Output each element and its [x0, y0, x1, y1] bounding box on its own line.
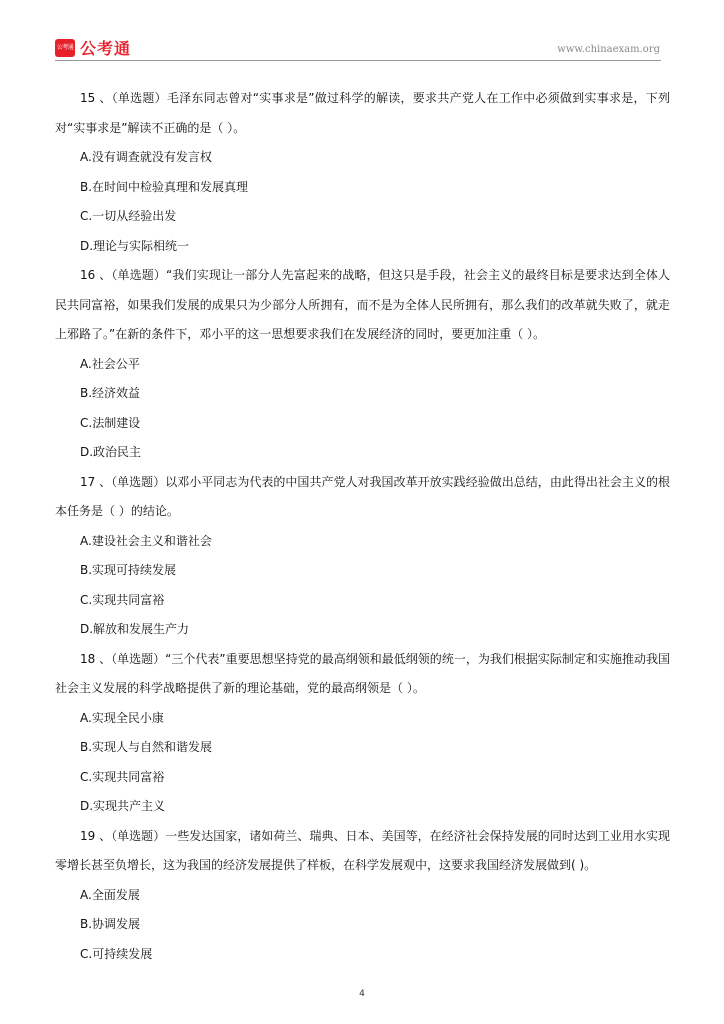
option-a: A.全面发展 [80, 887, 140, 902]
question-stem: 16 、（单选题）“我们实现让一部分人先富起来的战略，但这只是手段，社会主义的最终目标是要求达到全体人民共同富裕，如果我们发展的成果只为少部分人所拥有，而不是为全体人民所拥有，那么我们的改革就失败了，就走上邪路了。”在新的条件下，邓小平的这一思想要求我们在发展经济的同时，要更加注重（ ）。 [55, 268, 670, 341]
option-a: A.建设社会主义和谐社会 [80, 533, 212, 548]
page-number: 4 [359, 989, 365, 999]
option-d: D.理论与实际相统一 [80, 238, 190, 253]
question-16 [55, 261, 670, 468]
option-d: D.实现共产主义 [80, 799, 166, 813]
option-b: B.实现人与自然和谐发展 [80, 740, 213, 754]
page-header [55, 36, 665, 60]
option-a: A.没有调查就没有发言权 [80, 150, 212, 164]
option-c: C.实现共同富裕 [80, 592, 165, 607]
option-a: A.实现全民小康 [80, 710, 164, 725]
question-stem: 15 、（单选题）毛泽东同志曾对“实事求是”做过科学的解读，要求共产党人在工作中必须做到实事求是，下列对“实事求是”解读不正确的是（ ）。 [55, 91, 670, 135]
site-url[interactable]: www.chinaexam.org [557, 44, 660, 55]
option-c: C.可持续发展 [80, 946, 153, 961]
header-divider [55, 60, 661, 61]
question-19 [55, 822, 670, 970]
question-stem: 19 、（单选题）一些发达国家，诸如荷兰、瑞典、日本、美国等，在经济社会保持发展的同时达到工业用水实现零增长甚至负增长，这为我国的经济发展提供了样板，在科学发展观中，这要求我国经济发展做到( )。 [55, 828, 670, 872]
option-c: C.一切从经验出发 [80, 209, 177, 223]
logo-badge-icon: 公考通 [55, 39, 75, 57]
question-stem: 17 、（单选题）以邓小平同志为代表的中国共产党人对我国改革开放实践经验做出总结，由此得出社会主义的根本任务是（ ）的结论。 [55, 474, 670, 518]
option-a: A.社会公平 [80, 356, 140, 371]
option-b: B.实现可持续发展 [80, 563, 177, 577]
question-18 [55, 645, 670, 822]
option-d: D.政治民主 [80, 445, 142, 459]
option-b: B.协调发展 [80, 917, 141, 931]
question-15 [55, 84, 670, 261]
logo[interactable] [55, 36, 131, 59]
question-17 [55, 468, 670, 645]
option-d: D.解放和发展生产力 [80, 622, 190, 636]
option-b: B.经济效益 [80, 386, 141, 400]
question-list [55, 84, 670, 969]
logo-text: 公考通 [80, 39, 132, 58]
option-c: C.法制建设 [80, 415, 141, 430]
option-c: C.实现共同富裕 [80, 769, 165, 784]
option-b: B.在时间中检验真理和发展真理 [80, 179, 249, 194]
question-stem: 18 、（单选题）“三个代表”重要思想坚持党的最高纲领和最低纲领的统一，为我们根据实际制定和实施推动我国社会主义发展的科学战略提供了新的理论基础，党的最高纲领是（ ）。 [55, 651, 670, 695]
